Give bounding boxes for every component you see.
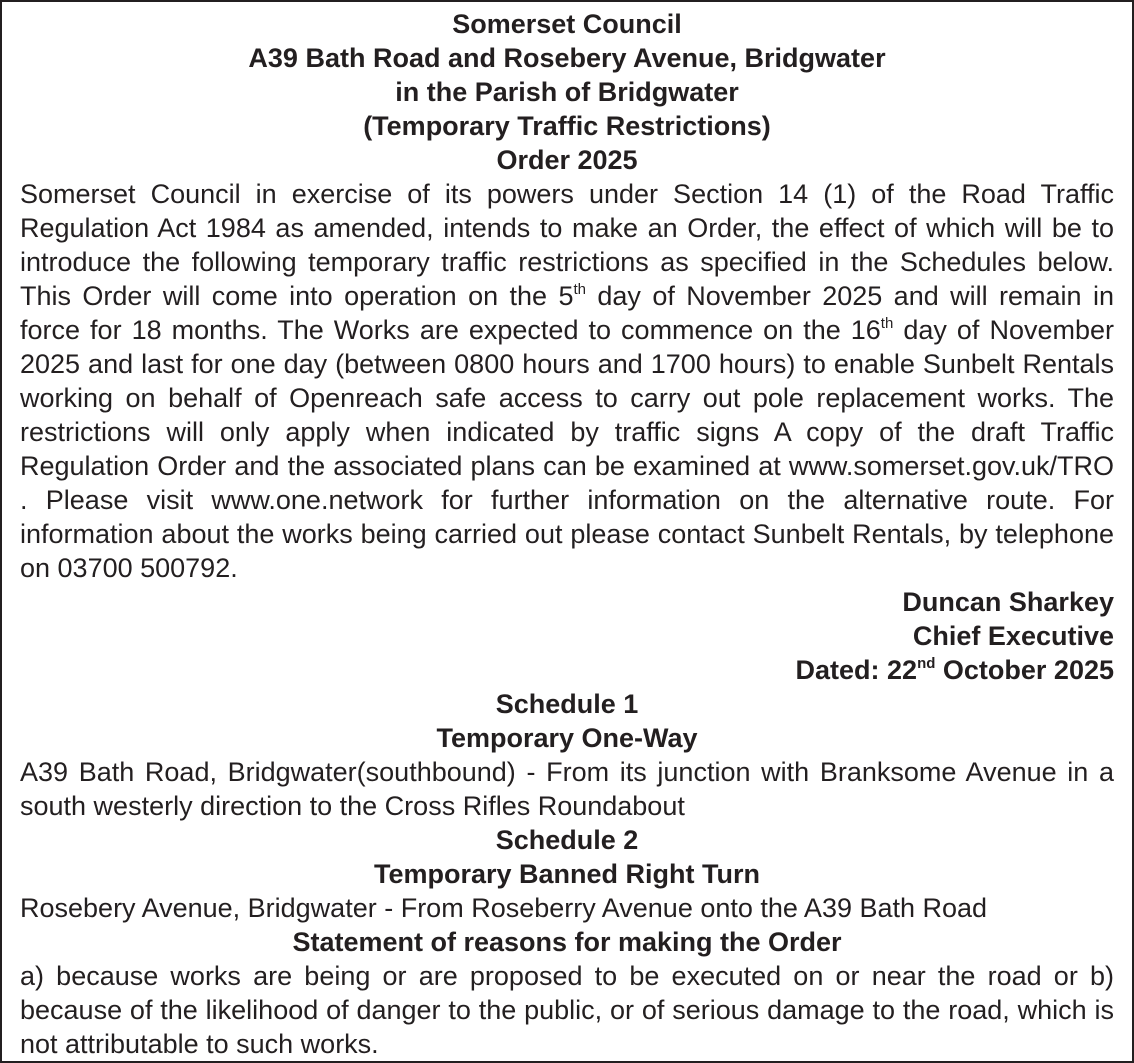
schedule-2-text: Rosebery Avenue, Bridgwater - From Roseberry Avenue onto the A39 Bath Road bbox=[20, 893, 988, 923]
reasons-text: a) because works are being or are proposed to be executed on or near the road or b) because of the likelihood of danger to the public, or of serious damage to the road, which is not attributable to such works. bbox=[20, 961, 1114, 1059]
body-text-part2: day of November 2025 and will remain in force for 18 months. The Works are expected to commence on the 16 bbox=[20, 281, 1114, 345]
order-parish: in the Parish of Bridgwater bbox=[395, 77, 739, 107]
body-text-part1: Somerset Council in exercise of its powers under Section 14 (1) of the Road Traffic Regulation Act 1984 as amended, intends to make an Order, the effect of which will be to introduce the following temporary traffic restrictions as specified in the Schedules below. This Order will come into operation on the 5 bbox=[20, 179, 1114, 311]
signatory-title: Chief Executive bbox=[912, 621, 1114, 651]
schedule-1-heading: Schedule 1 bbox=[495, 689, 639, 719]
signature-block bbox=[20, 585, 1114, 687]
signatory-name: Duncan Sharkey bbox=[902, 587, 1114, 617]
body-text-part3: day of November 2025 and last for one day (between 0800 hours and 1700 hours) to enable Sunbelt Rentals working on behalf of Openreach safe access to carry out pole replacement works. The restrictions will only apply when indicated by traffic signs A copy of the draft Traffic Regulation Order and the associated plans can be examined at www.somerset.gov.uk/TRO . Please visit www.one.network for further information on the alternative route. For information about the works being carried out please contact Sunbelt Rentals, by telephone on 03700 500792. bbox=[20, 315, 1114, 583]
body-superscript-1: th bbox=[573, 281, 586, 298]
notice-body bbox=[20, 177, 1114, 585]
date-prefix: Dated: 22 bbox=[795, 655, 918, 685]
notice-heading bbox=[20, 7, 1114, 177]
schedule-1-subheading: Temporary One-Way bbox=[436, 723, 698, 753]
schedule-2-heading: Schedule 2 bbox=[495, 825, 639, 855]
schedule-1 bbox=[20, 687, 1114, 823]
statement-of-reasons bbox=[20, 925, 1114, 1061]
signature-date bbox=[20, 653, 1114, 687]
order-year: Order 2025 bbox=[496, 145, 638, 175]
schedule-2-subheading: Temporary Banned Right Turn bbox=[373, 859, 760, 889]
order-type: (Temporary Traffic Restrictions) bbox=[363, 111, 771, 141]
date-suffix: October 2025 bbox=[935, 655, 1114, 685]
order-location: A39 Bath Road and Rosebery Avenue, Bridgwater bbox=[248, 43, 886, 73]
schedule-2 bbox=[20, 823, 1114, 925]
reasons-heading: Statement of reasons for making the Order bbox=[292, 927, 842, 957]
authority-name: Somerset Council bbox=[452, 9, 682, 39]
schedule-1-text: A39 Bath Road, Bridgwater(southbound) - From its junction with Branksome Avenue in a south westerly direction to the Cross Rifles Roundabout bbox=[20, 757, 1114, 821]
body-superscript-2: th bbox=[880, 315, 894, 332]
date-superscript: nd bbox=[917, 655, 936, 672]
